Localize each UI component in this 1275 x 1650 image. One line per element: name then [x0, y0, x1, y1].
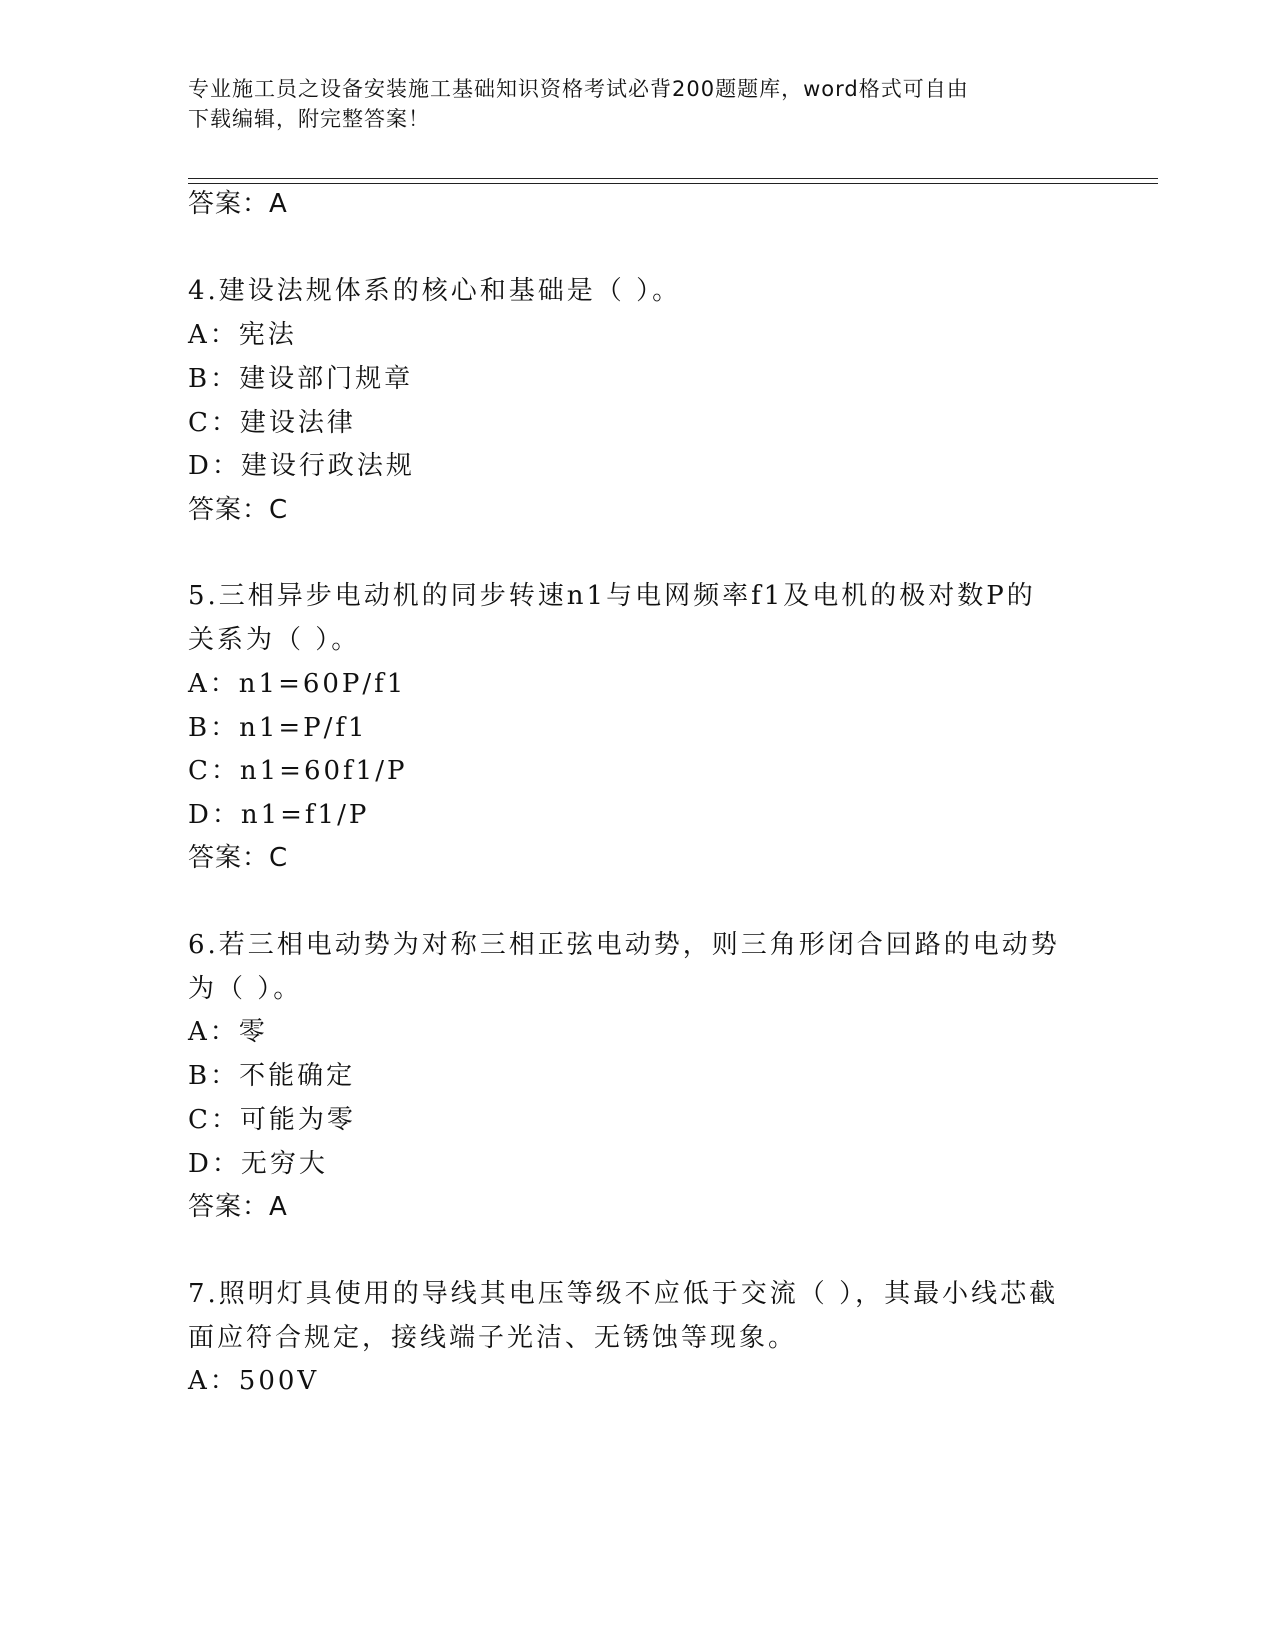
- option-b: B：n1=P/f1: [188, 713, 368, 743]
- question-stem-continued: 面应符合规定，接线端子光洁、无锈蚀等现象。: [188, 1323, 798, 1353]
- header-divider-top: [188, 178, 1158, 179]
- option-a: A：n1=60P/f1: [188, 669, 407, 699]
- question-stem-continued: 为（ ）。: [188, 974, 303, 1004]
- question-stem: 5.三相异步电动机的同步转速n1与电网频率f1及电机的极对数P的: [188, 581, 1036, 611]
- header-line-2: 下载编辑，附完整答案！: [188, 107, 430, 131]
- question-stem: 4.建设法规体系的核心和基础是（ ）。: [188, 276, 682, 306]
- option-b: B：不能确定: [188, 1061, 356, 1091]
- option-d: D：建设行政法规: [188, 451, 415, 481]
- option-c: C：n1=60f1/P: [188, 756, 408, 786]
- option-c: C：可能为零: [188, 1105, 356, 1135]
- header-line-1: 专业施工员之设备安装施工基础知识资格考试必背200题题库，word格式可自由: [188, 77, 969, 101]
- document-header: [188, 74, 1088, 134]
- option-b: B：建设部门规章: [188, 364, 414, 394]
- option-a: A：500V: [188, 1366, 320, 1396]
- option-d: D：无穷大: [188, 1149, 328, 1179]
- answer-line: 答案：C: [188, 495, 289, 525]
- option-a: A：宪法: [188, 320, 297, 350]
- question-stem: 6.若三相电动势为对称三相正弦电动势，则三角形闭合回路的电动势: [188, 930, 1060, 960]
- header-divider-bottom: [188, 183, 1158, 184]
- answer-line: 答案：A: [188, 1192, 288, 1222]
- option-c: C：建设法律: [188, 408, 356, 438]
- option-a: A：零: [188, 1017, 268, 1047]
- question-stem: 7.照明灯具使用的导线其电压等级不应低于交流（ ），其最小线芯截: [188, 1279, 1059, 1309]
- document-page: [188, 0, 1158, 1650]
- answer-line: 答案：A: [188, 189, 288, 219]
- answer-line: 答案：C: [188, 843, 289, 873]
- question-stem-continued: 关系为（ ）。: [188, 625, 361, 655]
- option-d: D：n1=f1/P: [188, 800, 370, 830]
